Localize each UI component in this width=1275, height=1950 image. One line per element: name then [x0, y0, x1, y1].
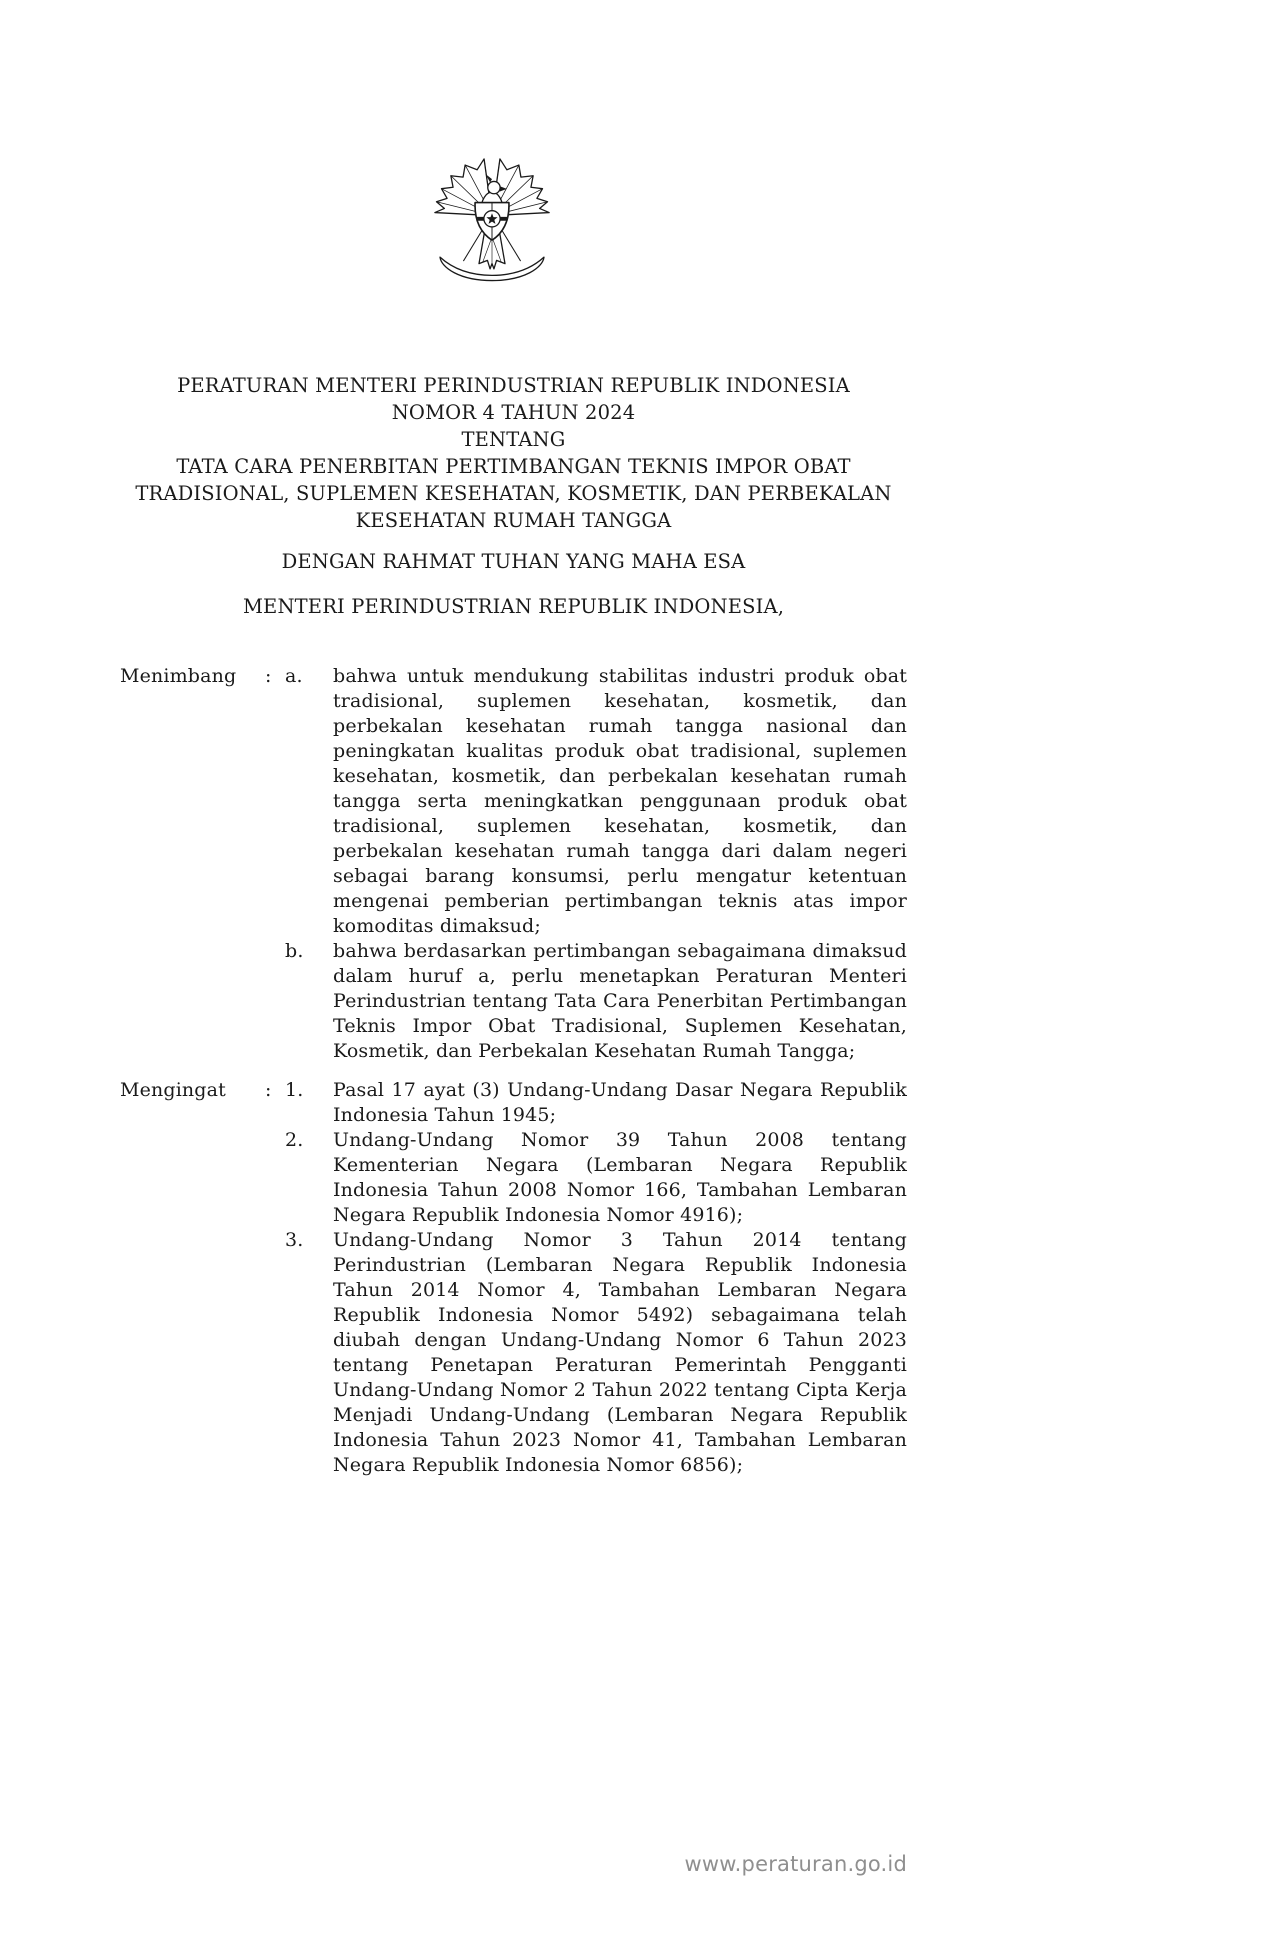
title-line-6: KESEHATAN RUMAH TANGGA [355, 509, 672, 532]
item-marker-b: b. [285, 940, 304, 962]
document-body [120, 0, 907, 1478]
spacer-cell [265, 1128, 285, 1228]
mengingat-separator: : [265, 1079, 272, 1101]
title-line-5: TRADISIONAL, SUPLEMEN KESEHATAN, KOSMETIK, DAN PERBEKALAN [135, 482, 892, 505]
item-marker-2: 2. [285, 1129, 304, 1151]
spacer-cell [120, 939, 265, 1064]
item-text-b: bahwa berdasarkan pertimbangan sebagaimana dimaksud dalam huruf a, perlu menetapkan Peraturan Menteri Perindustrian tentang Tata Cara Penerbitan Pertimbangan Teknis Impor Obat Tradisional, Suplemen Kesehatan, Kosmetik, dan Perbekalan Kesehatan Rumah Tangga; [333, 940, 907, 1062]
document-title [120, 372, 907, 534]
title-line-1: PERATURAN MENTERI PERINDUSTRIAN REPUBLIK INDONESIA [177, 374, 850, 397]
title-line-2: NOMOR 4 TAHUN 2024 [391, 401, 636, 424]
item-text-3: Undang-Undang Nomor 3 Tahun 2014 tentang Perindustrian (Lembaran Negara Republik Indonesia Tahun 2014 Nomor 4, Tambahan Lembaran Negara Republik Indonesia Nomor 5492) sebagaimana telah diubah dengan Undang-Undang Nomor 6 Tahun 2023 tentang Penetapan Peraturan Pemerintah Pengganti Undang-Undang Nomor 2 Tahun 2022 tentang Cipta Kerja Menjadi Undang-Undang (Lembaran Negara Republik Indonesia Tahun 2023 Nomor 41, Tambahan Lembaran Negara Republik Indonesia Nomor 6856); [333, 1229, 907, 1476]
mengingat-item-1 [120, 1078, 907, 1128]
spacer-cell [120, 1128, 265, 1228]
menimbang-item-a [120, 664, 907, 939]
section-mengingat [120, 1078, 907, 1478]
spacer-cell [120, 1228, 265, 1478]
item-text-1: Pasal 17 ayat (3) Undang-Undang Dasar Negara Republik Indonesia Tahun 1945; [333, 1079, 907, 1126]
section-menimbang [120, 664, 907, 1064]
spacer-cell [265, 939, 285, 1064]
authority-line: MENTERI PERINDUSTRIAN REPUBLIK INDONESIA, [242, 595, 785, 618]
mengingat-item-2 [120, 1128, 907, 1228]
item-marker-1: 1. [285, 1079, 304, 1101]
mengingat-item-3 [120, 1228, 907, 1478]
spacer-cell [265, 1228, 285, 1478]
title-line-3: TENTANG [461, 428, 566, 451]
invocation-line: DENGAN RAHMAT TUHAN YANG MAHA ESA [281, 550, 746, 573]
menimbang-item-b [120, 939, 907, 1064]
title-line-4: TATA CARA PENERBITAN PERTIMBANGAN TEKNIS IMPOR OBAT [176, 455, 851, 478]
item-marker-a: a. [285, 665, 303, 687]
mengingat-label: Mengingat [120, 1079, 226, 1101]
menimbang-label: Menimbang [120, 665, 237, 687]
menimbang-separator: : [265, 665, 272, 687]
item-text-2: Undang-Undang Nomor 39 Tahun 2008 tentang Kementerian Negara (Lembaran Negara Republik Indonesia Tahun 2008 Nomor 166, Tambahan Lembaran Negara Republik Indonesia Nomor 4916); [333, 1129, 907, 1226]
item-marker-3: 3. [285, 1229, 304, 1251]
item-text-a: bahwa untuk mendukung stabilitas industri produk obat tradisional, suplemen kesehatan, kosmetik, dan perbekalan kesehatan rumah tangga nasional dan peningkatan kualitas produk obat tradisional, suplemen kesehatan, kosmetik, dan perbekalan kesehatan rumah tangga serta meningkatkan penggunaan produk obat tradisional, suplemen kesehatan, kosmetik, dan perbekalan kesehatan rumah tangga dari dalam negeri sebagai barang konsumsi, perlu mengatur ketentuan mengenai pemberian pertimbangan teknis atas impor komoditas dimaksud; [333, 665, 907, 937]
watermark-url: www.peraturan.go.id [684, 1852, 907, 1876]
